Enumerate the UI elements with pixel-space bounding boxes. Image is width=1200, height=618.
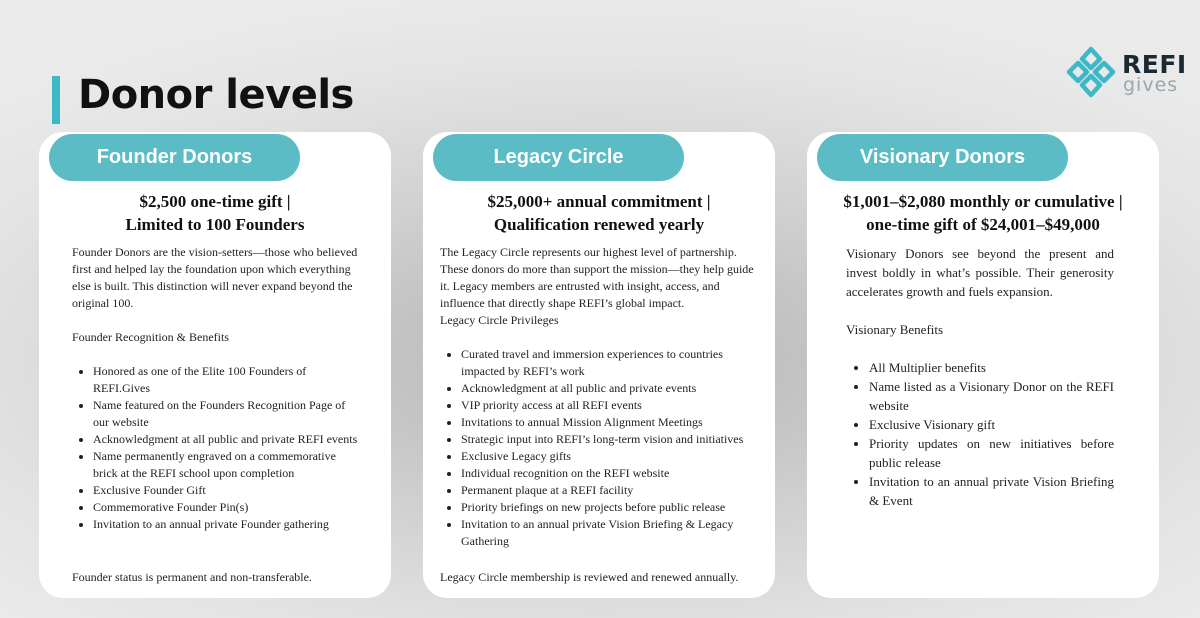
headline-line: Limited to 100 Founders: [125, 215, 305, 234]
benefit-item: • All Multiplier benefits: [869, 358, 1114, 377]
card-title-pill: Founder Donors: [49, 134, 300, 181]
benefit-item: • Curated travel and immersion experiences to countries impacted by REFI’s work: [461, 346, 761, 380]
legacy-circle-card: [423, 132, 775, 598]
benefit-item: • Invitation to an annual private Vision Briefing & Event: [869, 472, 1114, 510]
benefit-item: • Invitations to annual Mission Alignment Meetings: [461, 414, 761, 431]
card-footer: Founder status is permanent and non-transferable.: [72, 570, 312, 584]
benefits-title: Legacy Circle Privileges: [440, 313, 559, 327]
benefit-item: • Permanent plaque at a REFI facility: [461, 482, 761, 499]
card-footer: Legacy Circle membership is reviewed and renewed annually.: [440, 570, 739, 584]
benefit-item: • Commemorative Founder Pin(s): [93, 499, 361, 516]
benefit-item: • Invitation to an annual private Vision Briefing & Legacy Gathering: [461, 516, 761, 550]
logo-brand: REFI: [1122, 50, 1187, 79]
benefit-item: • Priority updates on new initiatives before public release: [869, 434, 1114, 472]
refi-knot-icon: [1066, 46, 1116, 98]
benefits-title: Founder Recognition & Benefits: [72, 330, 229, 344]
refi-gives-logo: [1066, 44, 1190, 100]
benefit-item: • Priority briefings on new projects before public release: [461, 499, 761, 516]
card-title-pill: Visionary Donors: [817, 134, 1068, 181]
card-description: Visionary Donors see beyond the present and invest boldly in what’s possible. Their generosity accelerates growth and fuels expansion.: [846, 246, 1114, 299]
headline-line: $2,500 one-time gift |: [139, 192, 291, 211]
founder-donors-card: [39, 132, 391, 598]
benefits-list: [440, 346, 761, 550]
benefits-title: Visionary Benefits: [846, 322, 944, 337]
card-body: [72, 244, 361, 550]
benefit-item: • Exclusive Visionary gift: [869, 415, 1114, 434]
benefit-item: • Honored as one of the Elite 100 Founders of REFI.Gives: [93, 363, 361, 397]
visionary-donors-card: [807, 132, 1159, 598]
benefit-item: • Name featured on the Founders Recognition Page of our website: [93, 397, 361, 431]
logo-sub: gives: [1123, 74, 1179, 96]
card-description: The Legacy Circle represents our highest level of partnership. These donors do more than support the mission—they help guide it. Legacy members are entrusted with insight, access, and influence that directly shape REFI’s global impact.: [440, 245, 754, 310]
benefit-item: • Acknowledgment at all public and private events: [461, 380, 761, 397]
page-title: Donor levels: [78, 72, 354, 118]
card-title-pill: Legacy Circle: [433, 134, 684, 181]
benefit-item: • Invitation to an annual private Founder gathering: [93, 516, 361, 533]
card-headline: [53, 190, 377, 236]
card-body: [440, 244, 761, 567]
title-accent-bar: [52, 76, 60, 124]
card-body: [846, 244, 1114, 510]
card-headline: [437, 190, 761, 236]
headline-line: $1,001–$2,080 monthly or cumulative |: [843, 192, 1123, 211]
headline-line: $25,000+ annual commitment |: [487, 192, 711, 211]
headline-line: Qualification renewed yearly: [493, 215, 705, 234]
card-headline: [821, 190, 1145, 236]
benefit-item: • Individual recognition on the REFI website: [461, 465, 761, 482]
benefit-item: • Name listed as a Visionary Donor on the REFI website: [869, 377, 1114, 415]
benefit-item: • Exclusive Legacy gifts: [461, 448, 761, 465]
headline-line: one-time gift of $24,001–$49,000: [866, 215, 1100, 234]
benefit-item: • VIP priority access at all REFI events: [461, 397, 761, 414]
card-description: Founder Donors are the vision-setters—those who believed first and helped lay the foundation upon which everything else is built. This distinction will never expand beyond the original 100.: [72, 245, 358, 310]
benefit-item: • Acknowledgment at all public and private REFI events: [93, 431, 361, 448]
benefit-item: • Name permanently engraved on a commemorative brick at the REFI school upon completion: [93, 448, 361, 482]
benefits-list: [846, 358, 1114, 510]
benefit-item: • Strategic input into REFI’s long-term vision and initiatives: [461, 431, 761, 448]
benefit-item: • Exclusive Founder Gift: [93, 482, 361, 499]
benefits-list: [72, 363, 361, 533]
